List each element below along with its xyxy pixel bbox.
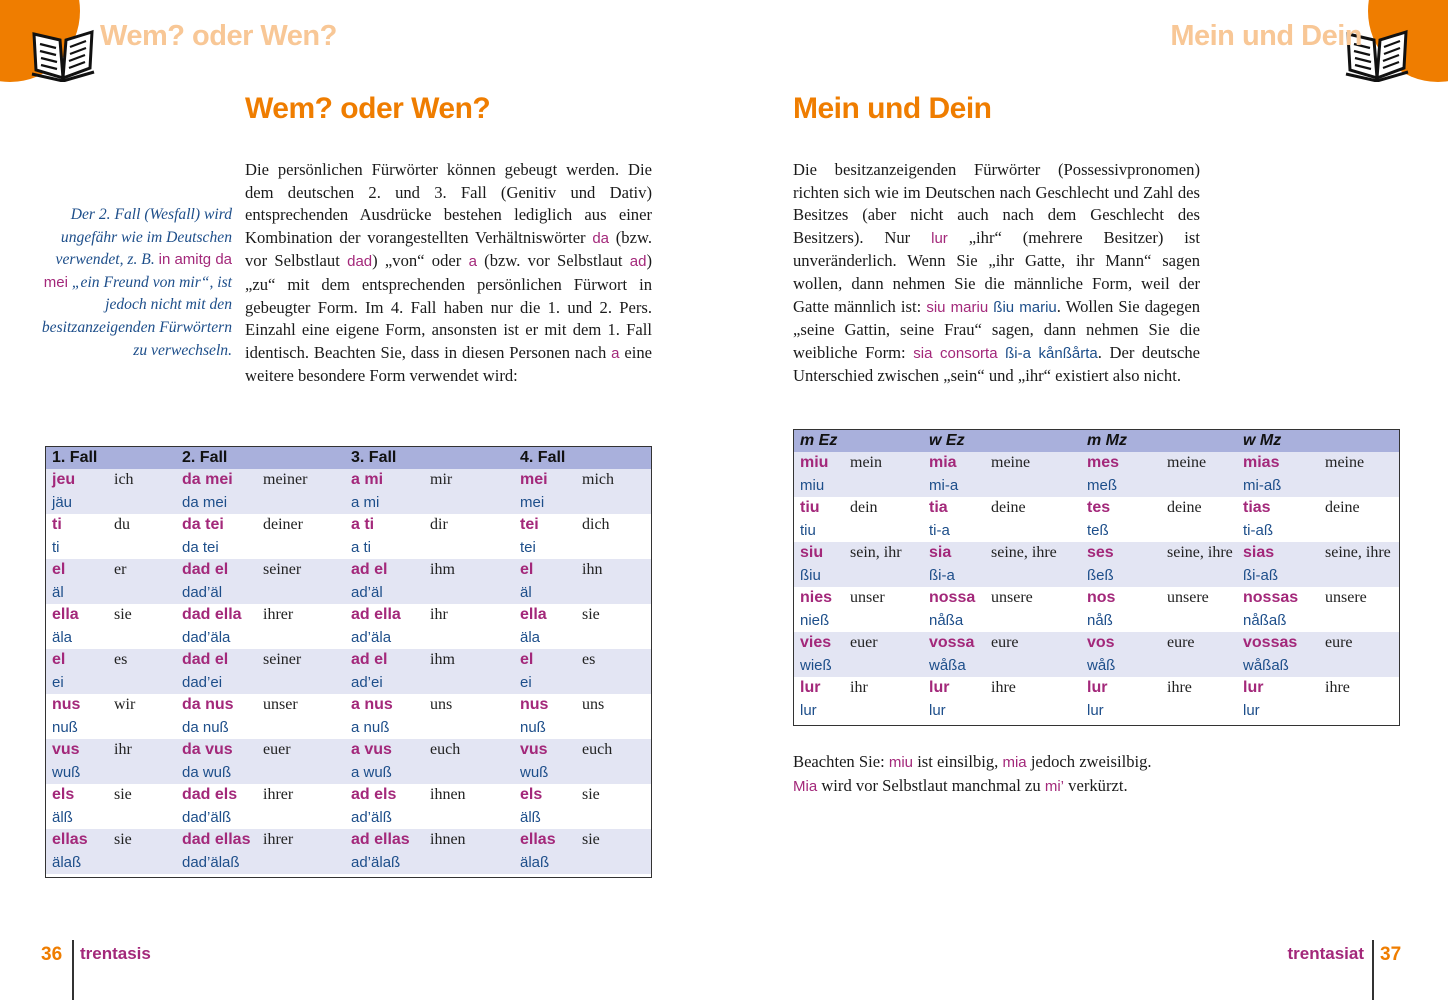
table-row <box>794 632 1399 677</box>
pronunciation: ti-a <box>929 522 950 539</box>
pronunciation: ad’älaß <box>351 854 401 871</box>
german-translation: deiner <box>263 516 303 533</box>
page-title-left: Wem? oder Wen? <box>245 92 491 125</box>
pronunciation: ei <box>52 674 64 691</box>
pronunciation: lur <box>1243 702 1260 719</box>
pronunciation: dad’äl <box>182 584 223 601</box>
romansh-form: ses <box>1087 544 1114 561</box>
pronunciation: nuß <box>520 719 546 736</box>
pronunciation: nieß <box>800 612 830 629</box>
romansh-form: tias <box>1243 499 1271 516</box>
romansh-word: da <box>592 229 610 247</box>
page-number-right: 37 <box>1380 944 1402 965</box>
romansh-form: vies <box>800 634 832 651</box>
romansh-word: ad <box>629 253 647 271</box>
romansh-form: da vus <box>182 741 233 758</box>
romansh-word: a <box>468 253 477 271</box>
romansh-form: sias <box>1243 544 1275 561</box>
side-note <box>40 204 232 362</box>
table-row <box>794 587 1399 632</box>
german-translation: ihm <box>430 561 455 578</box>
pronunciation: ad’älß <box>351 809 392 826</box>
body-text: Die persönlichen Fürwörter können gebeugt werden. Die dem deutschen 2. und 3. Fall (Genitiv und Dativ) entsprechenden Ausdrücke bestehen lediglich aus einer Kombination der vorangestellten Verhältniswörter <box>245 160 652 247</box>
body-text: Beachten Sie: <box>793 752 885 771</box>
pronunciation: ad’äla <box>351 629 392 646</box>
romansh-form: lur <box>929 679 950 696</box>
german-translation: meine <box>991 454 1031 471</box>
pronunciation: ßiu mariu <box>993 298 1057 316</box>
pronunciation: da tei <box>182 539 219 556</box>
pronunciation: älß <box>52 809 73 826</box>
german-translation: seine, ihre <box>991 544 1057 561</box>
romansh-form: nus <box>52 696 81 713</box>
romansh-form: tia <box>929 499 948 516</box>
column-header: 2. Fall <box>182 449 228 466</box>
romansh-form: dad els <box>182 786 238 803</box>
romansh-form: nus <box>520 696 549 713</box>
romansh-example: in amitg da mei <box>43 251 232 291</box>
german-translation: euer <box>263 741 291 758</box>
romansh-form: nossa <box>929 589 976 606</box>
body-text: jedoch zweisilbig. <box>1030 752 1152 771</box>
german-translation: meine <box>1167 454 1207 471</box>
romansh-form: a nus <box>351 696 393 713</box>
body-text: eine weitere besondere Form verwendet wird: <box>245 342 652 386</box>
pronunciation: wuß <box>520 764 549 781</box>
romansh-form: els <box>52 786 75 803</box>
pronunciation: älß <box>520 809 541 826</box>
romansh-form: vus <box>520 741 548 758</box>
german-translation: uns <box>430 696 453 713</box>
romansh-form: jeu <box>52 471 76 488</box>
table-row <box>46 649 651 694</box>
romansh-form: miu <box>800 454 829 471</box>
german-translation: meiner <box>263 471 308 488</box>
romansh-form: mes <box>1087 454 1120 471</box>
german-translation: sie <box>114 786 132 803</box>
table-row <box>794 677 1399 722</box>
body-text: (bzw. vor Selbstlaut <box>245 227 652 271</box>
german-translation: ihr <box>850 679 868 696</box>
pronunciation: wåß <box>1087 657 1116 674</box>
table-row <box>46 694 651 739</box>
romansh-form: vus <box>52 741 80 758</box>
german-translation: ihnen <box>430 831 466 848</box>
romansh-form: siu <box>800 544 824 561</box>
german-translation: eure <box>991 634 1019 651</box>
pronunciation: dad’äla <box>182 629 231 646</box>
body-text: „ihr“ (mehrere Besitzer) ist unveränderlich. Wenn Sie „ihr Gatte, ihr Mann“ sagen wollen, dann nehmen Sie die männliche Form, weil der Gatte männlich ist: <box>793 227 1200 316</box>
pronunciation: nåßaß <box>1243 612 1287 629</box>
pronunciation: tiu <box>800 522 816 539</box>
romansh-form: ti <box>52 516 62 533</box>
pronunciation: lur <box>1087 702 1104 719</box>
pronunciation: wåßa <box>929 657 966 674</box>
pronunciation: äl <box>52 584 64 601</box>
romansh-form: vossas <box>1243 634 1298 651</box>
romansh-word: Mia <box>793 777 818 795</box>
romansh-form: tes <box>1087 499 1111 516</box>
romansh-form: dad el <box>182 651 229 668</box>
german-translation: es <box>582 651 596 668</box>
german-translation: deine <box>991 499 1026 516</box>
german-translation: mein <box>850 454 882 471</box>
romansh-form: ellas <box>520 831 556 848</box>
open-book-icon <box>30 24 96 82</box>
footer-divider-left <box>72 940 74 1000</box>
german-translation: ihr <box>114 741 132 758</box>
pronunciation: miu <box>800 477 825 494</box>
body-text: wird vor Selbstlaut manchmal zu <box>821 775 1041 795</box>
pronunciation: ad’äl <box>351 584 383 601</box>
romansh-form: ad ellas <box>351 831 410 848</box>
german-translation: du <box>114 516 130 533</box>
body-text: verkürzt. <box>1068 775 1128 795</box>
pronunciation: älaß <box>52 854 82 871</box>
table-row <box>46 514 651 559</box>
romansh-form: tiu <box>800 499 820 516</box>
pronunciation: lur <box>800 702 817 719</box>
body-paragraph-left <box>245 159 652 388</box>
pronunciation: ßi-aß <box>1243 567 1278 584</box>
romansh-form: lur <box>1087 679 1108 696</box>
german-translation: meine <box>1325 454 1365 471</box>
pronunciation: da mei <box>182 494 228 511</box>
romansh-form: mias <box>1243 454 1280 471</box>
german-translation: eure <box>1325 634 1353 651</box>
column-header: 1. Fall <box>52 449 98 466</box>
footer-divider-right <box>1372 940 1374 1000</box>
romansh-form: a vus <box>351 741 392 758</box>
romansh-form: vos <box>1087 634 1115 651</box>
table-row <box>46 739 651 784</box>
romansh-form: a mi <box>351 471 384 488</box>
pronunciation: a mi <box>351 494 380 511</box>
pronoun-declension-table <box>45 446 652 878</box>
romansh-form: dad ella <box>182 606 242 623</box>
romansh-form: el <box>52 651 66 668</box>
pronunciation: mei <box>520 494 545 511</box>
body-text: Die besitzanzeigenden Fürwörter (Possessivpronomen) richten sich wie im Deutschen nach Geschlecht und Zahl des Besitzes (aber nicht auch nach dem Geschlecht des Besitzers). Nur <box>793 160 1200 247</box>
pronunciation: wåßaß <box>1243 657 1289 674</box>
pronunciation: dad’älß <box>182 809 232 826</box>
romansh-form: mia <box>929 454 957 471</box>
german-translation: ihm <box>430 651 455 668</box>
romansh-word: a <box>611 344 620 362</box>
pronunciation: nåß <box>1087 612 1113 629</box>
side-note-text: Der 2. Fall (Wesfall) wird ungefähr wie im Deutschen verwendet, z. B. <box>55 206 232 269</box>
page-title-right: Mein und Dein <box>793 92 992 125</box>
note-after-table <box>793 751 1213 798</box>
romansh-word: mia <box>1002 754 1027 771</box>
romansh-form: el <box>52 561 66 578</box>
body-text: ist einsilbig, <box>917 752 999 771</box>
pronunciation: ßi-a kånßårta <box>1005 344 1098 362</box>
body-text: (bzw. vor Selbstlaut <box>484 251 623 271</box>
german-translation: seiner <box>263 651 302 668</box>
german-translation: sie <box>582 786 600 803</box>
pronunciation: lur <box>929 702 946 719</box>
page-word-left: trentasis <box>80 944 151 963</box>
romansh-form: els <box>520 786 543 803</box>
romansh-form: ad el <box>351 561 388 578</box>
table-row <box>794 542 1399 587</box>
side-note-text-2: „ein Freund von mir“, ist jedoch nicht mit den besitzanzeigenden Fürwörtern zu verwechseln. <box>41 273 232 359</box>
pronunciation: tei <box>520 539 536 556</box>
romansh-form: da tei <box>182 516 224 533</box>
romansh-word: mi’ <box>1044 777 1065 795</box>
german-translation: dich <box>582 516 610 533</box>
german-translation: dein <box>850 499 878 516</box>
romansh-form: da nus <box>182 696 234 713</box>
pronunciation: äla <box>52 629 73 646</box>
german-translation: ihrer <box>263 606 294 623</box>
romansh-form: ella <box>520 606 547 623</box>
romansh-form: nos <box>1087 589 1116 606</box>
table-row <box>794 452 1399 497</box>
pronunciation: nuß <box>52 719 78 736</box>
pronunciation: teß <box>1087 522 1109 539</box>
german-translation: ihr <box>430 606 448 623</box>
romansh-form: ad ella <box>351 606 401 623</box>
pronunciation: äla <box>520 629 541 646</box>
column-header: w Mz <box>1243 432 1282 449</box>
column-header: m Ez <box>800 432 838 449</box>
romansh-form: lur <box>800 679 821 696</box>
romansh-form: tei <box>520 516 539 533</box>
romansh-form: a ti <box>351 516 375 533</box>
possessive-table <box>793 429 1400 726</box>
table-header <box>794 430 1399 452</box>
body-text: ) „zu“ mit dem entsprechenden persönlichen Fürwort in gebeugter Form. Im 4. Fall haben nur die 1. und 2. Pers. Einzahl eine eigene Form, ansonsten ist er mit dem 1. Fall identisch. Beachten Sie, dass in diesen Personen nach <box>245 251 652 362</box>
pronunciation: äl <box>520 584 532 601</box>
german-translation: unser <box>263 696 298 713</box>
table-row <box>46 559 651 604</box>
german-translation: ihn <box>582 561 603 578</box>
table-row <box>46 829 651 874</box>
romansh-form: ella <box>52 606 79 623</box>
pronunciation: ßi-a <box>929 567 955 584</box>
german-translation: er <box>114 561 127 578</box>
german-translation: es <box>114 651 128 668</box>
pronunciation: mi-aß <box>1243 477 1282 494</box>
pronunciation: dad’älaß <box>182 854 240 871</box>
romansh-form: ad els <box>351 786 397 803</box>
romansh-form: lur <box>1243 679 1264 696</box>
german-translation: sie <box>582 606 600 623</box>
german-translation: seine, ihre <box>1325 544 1391 561</box>
german-translation: sein, ihr <box>850 544 902 561</box>
german-translation: seine, ihre <box>1167 544 1233 561</box>
body-text: ) „von“ oder <box>372 251 462 271</box>
romansh-form: vossa <box>929 634 975 651</box>
romansh-word: lur <box>931 229 948 247</box>
column-header: 4. Fall <box>520 449 566 466</box>
table-header <box>46 447 651 469</box>
german-translation: ihre <box>991 679 1016 696</box>
german-translation: euch <box>430 741 461 758</box>
pronunciation: a nuß <box>351 719 390 736</box>
pronunciation: da wuß <box>182 764 232 781</box>
pronunciation: meß <box>1087 477 1117 494</box>
pronunciation: ßiu <box>800 567 821 584</box>
german-translation: eure <box>1167 634 1195 651</box>
german-translation: ich <box>114 471 134 488</box>
running-head-left: Wem? oder Wen? <box>100 20 337 52</box>
pronunciation: mi-a <box>929 477 959 494</box>
german-translation: euer <box>850 634 878 651</box>
running-head-right: Mein und Dein <box>1170 20 1362 52</box>
body-paragraph-right <box>793 159 1200 388</box>
romansh-form: el <box>520 561 534 578</box>
pronunciation: dad’ei <box>182 674 223 691</box>
german-translation: deine <box>1167 499 1202 516</box>
romansh-form: da mei <box>182 471 233 488</box>
pronunciation: wuß <box>52 764 81 781</box>
table-row <box>46 784 651 829</box>
german-translation: mich <box>582 471 614 488</box>
german-translation: unser <box>850 589 885 606</box>
german-translation: unsere <box>991 589 1033 606</box>
german-translation: mir <box>430 471 453 488</box>
romansh-word: sia consorta <box>913 344 998 362</box>
german-translation: ihre <box>1325 679 1350 696</box>
german-translation: ihnen <box>430 786 466 803</box>
romansh-word: siu mariu <box>926 298 989 316</box>
german-translation: sie <box>114 606 132 623</box>
table-row <box>46 604 651 649</box>
german-translation: wir <box>114 696 136 713</box>
pronunciation: ti-aß <box>1243 522 1273 539</box>
german-translation: dir <box>430 516 448 533</box>
german-translation: sie <box>582 831 600 848</box>
romansh-word: miu <box>888 754 914 771</box>
pronunciation: wieß <box>800 657 832 674</box>
pronunciation: ad’ei <box>351 674 383 691</box>
german-translation: ihrer <box>263 831 294 848</box>
pronunciation: da nuß <box>182 719 229 736</box>
pronunciation: ßeß <box>1087 567 1114 584</box>
german-translation: euch <box>582 741 613 758</box>
romansh-form: dad ellas <box>182 831 251 848</box>
pronunciation: a ti <box>351 539 372 556</box>
column-header: w Ez <box>929 432 965 449</box>
romansh-form: sia <box>929 544 952 561</box>
romansh-form: dad el <box>182 561 229 578</box>
german-translation: seiner <box>263 561 302 578</box>
column-header: m Mz <box>1087 432 1127 449</box>
german-translation: unsere <box>1167 589 1209 606</box>
romansh-form: ad el <box>351 651 388 668</box>
pronunciation: älaß <box>520 854 550 871</box>
romansh-form: ellas <box>52 831 88 848</box>
romansh-form: nies <box>800 589 833 606</box>
german-translation: uns <box>582 696 605 713</box>
romansh-word: dad <box>347 253 373 271</box>
pronunciation: ti <box>52 539 60 556</box>
romansh-form: el <box>520 651 534 668</box>
pronunciation: nåßa <box>929 612 964 629</box>
page-word-right: trentasiat <box>1287 944 1364 963</box>
german-translation: deine <box>1325 499 1360 516</box>
pronunciation: jäu <box>52 494 73 511</box>
german-translation: sie <box>114 831 132 848</box>
table-row <box>794 497 1399 542</box>
romansh-form: nossas <box>1243 589 1299 606</box>
column-header: 3. Fall <box>351 449 397 466</box>
table-row <box>46 469 651 514</box>
pronunciation: a wuß <box>351 764 392 781</box>
german-translation: ihre <box>1167 679 1192 696</box>
page-number-left: 36 <box>41 944 63 965</box>
german-translation: ihrer <box>263 786 294 803</box>
body-text: . Wollen Sie dagegen „seine Gattin, seine Frau“ sagen, dann nehmen Sie die weibliche Form: <box>793 296 1200 362</box>
pronunciation: ei <box>520 674 532 691</box>
romansh-form: mei <box>520 471 548 488</box>
german-translation: unsere <box>1325 589 1367 606</box>
body-text: . Der deutsche Unterschied zwischen „sein“ und „ihr“ existiert also nicht. <box>793 342 1200 386</box>
